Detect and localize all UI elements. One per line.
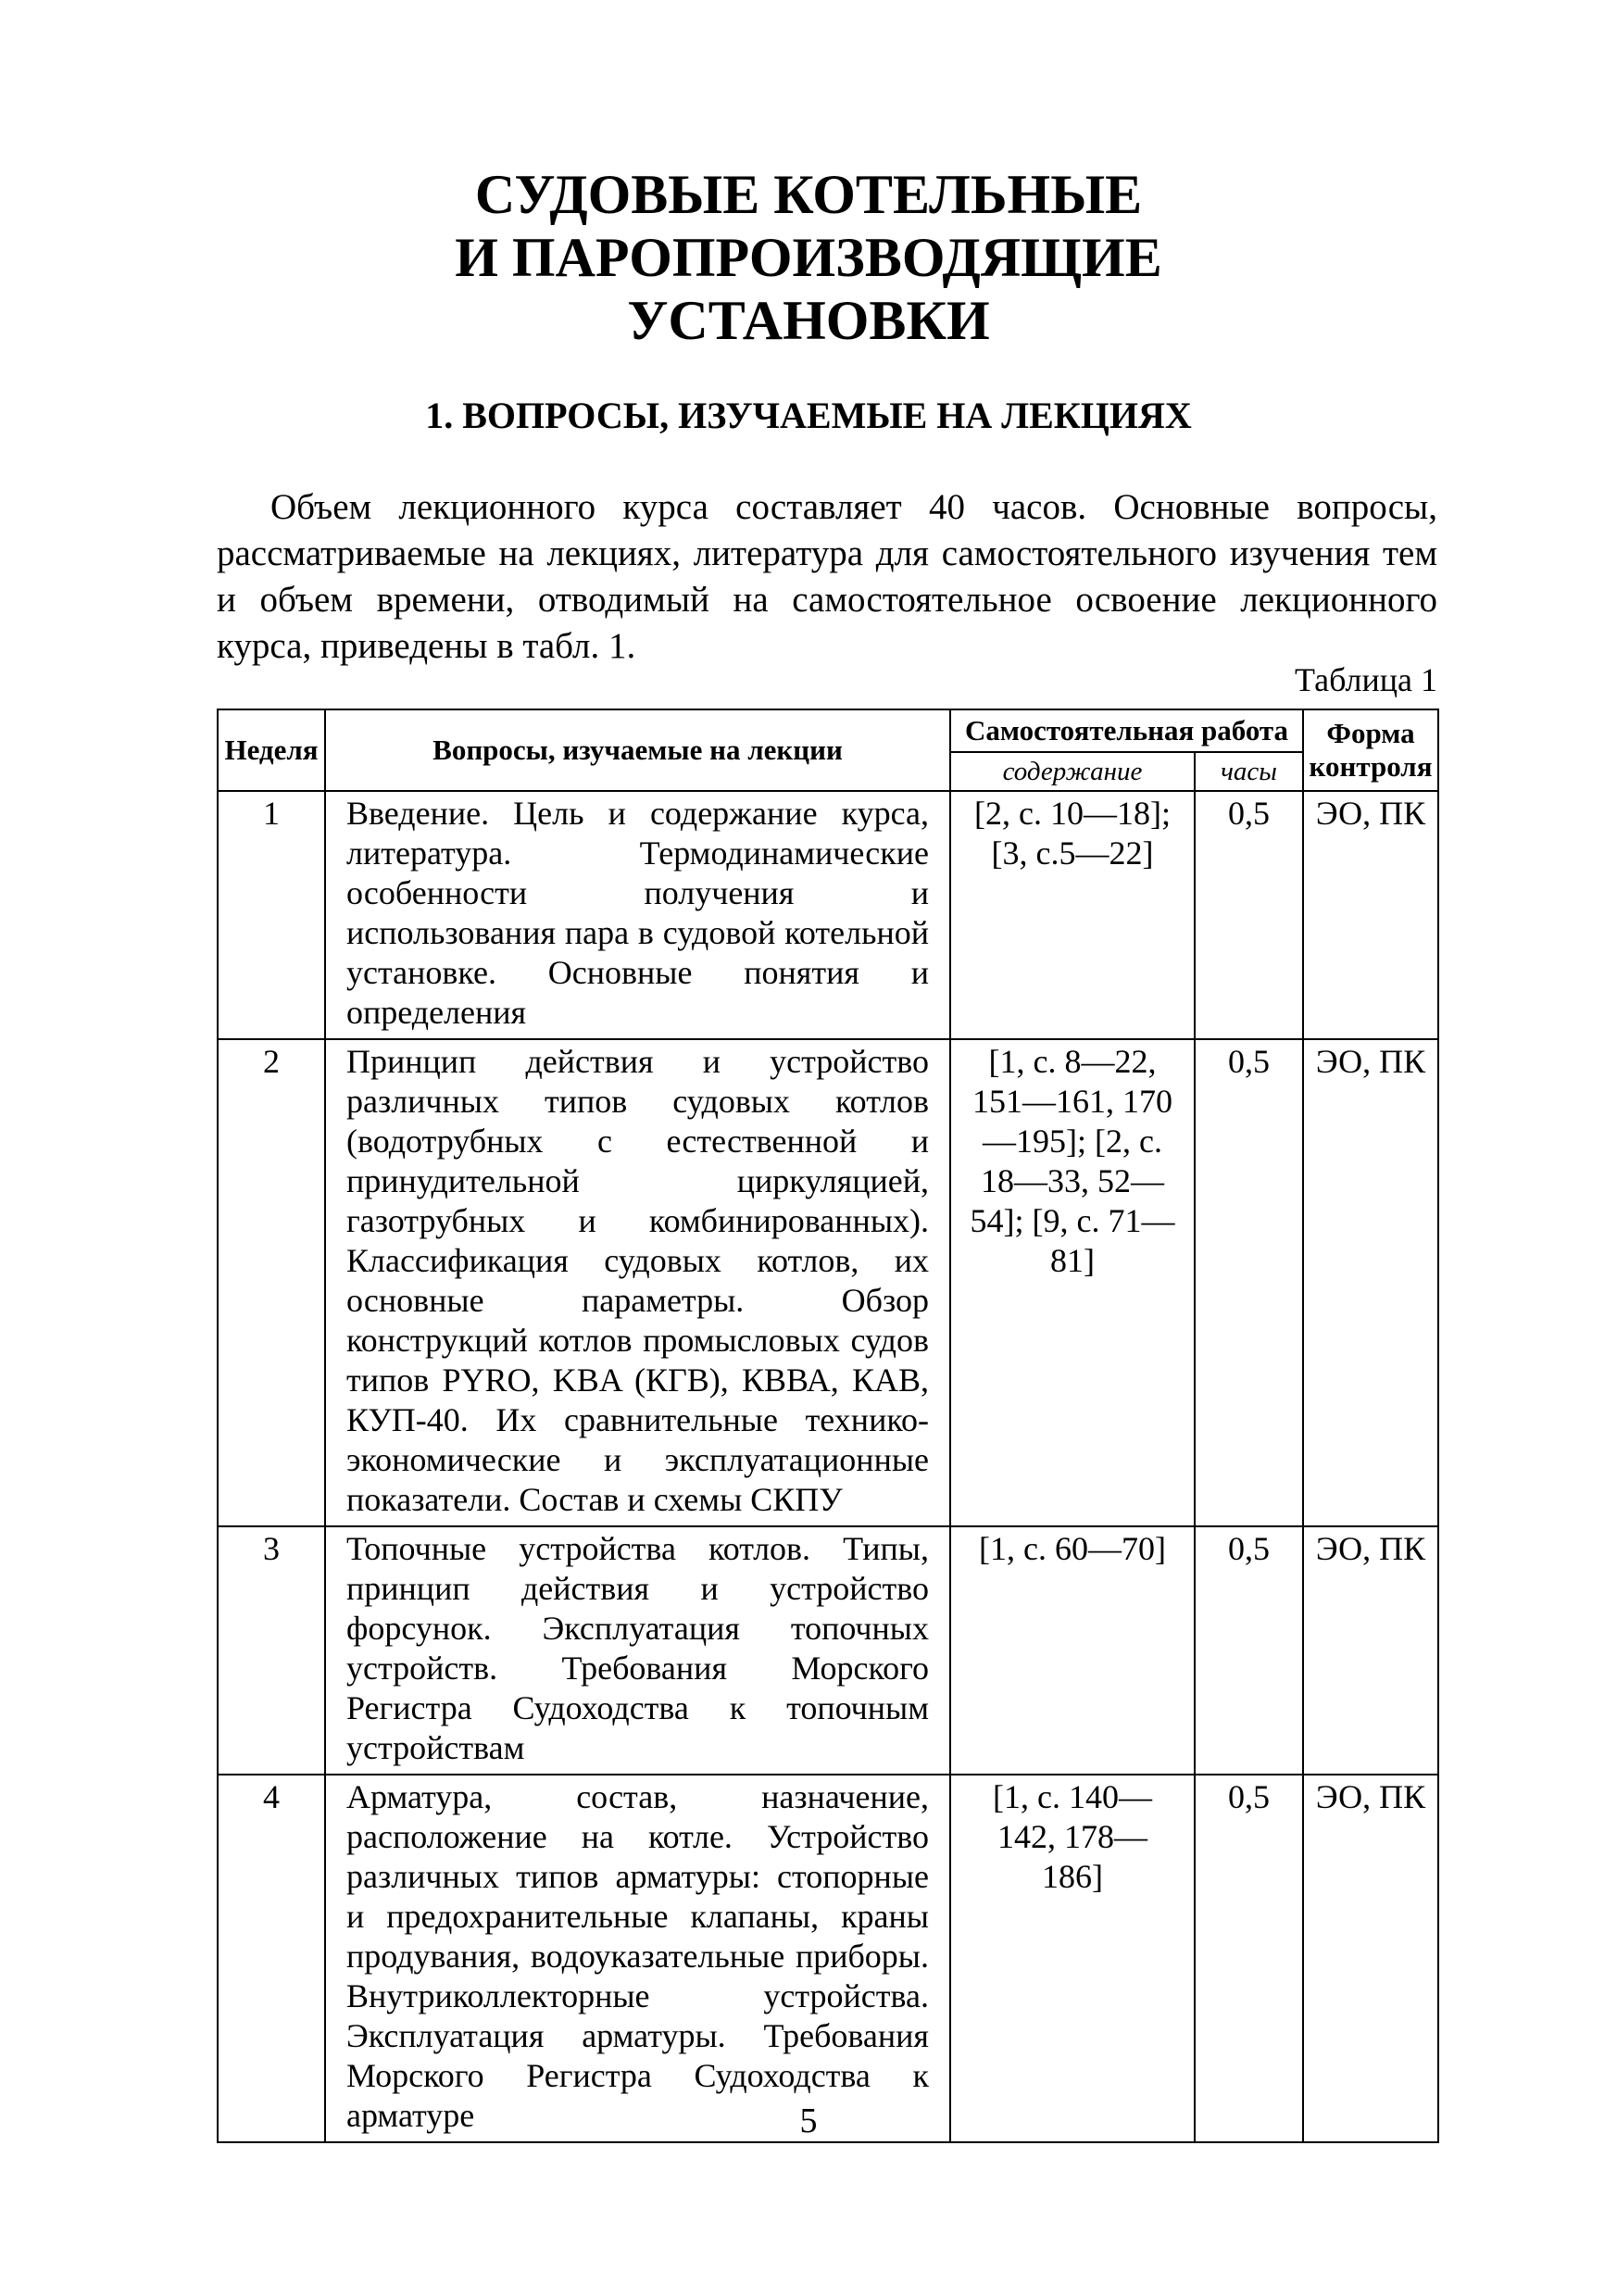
topic-cell: Принцип действия и устройство различных типов судовых котлов (водотрубных с естественной и принудительной циркуляцией, газотрубных и комбинированных). Классификация судовых котлов, их основные параметры. Обзор конструкций котлов промысловых судов типов PYRO, KBA (КГВ), КВВА, КАВ, КУП-40. Их сравнительные технико-экономические и эксплуатационные показатели. Состав и схемы СКПУ	[325, 1039, 950, 1526]
refs-cell: [1, с. 8—22, 151—161, 170—195]; [2, с. 18—33, 52—54]; [9, с. 71—81]	[950, 1039, 1195, 1526]
header-self-work: Самостоятельная работа	[950, 709, 1303, 752]
control-cell: ЭО, ПК	[1303, 1775, 1438, 2142]
lectures-table	[217, 709, 1439, 2143]
header-questions: Вопросы, изучаемые на лекции	[325, 709, 950, 791]
refs-cell: [1, с. 140—142, 178—186]	[950, 1775, 1195, 2142]
table-row	[218, 1039, 1438, 1526]
hours-cell: 0,5	[1195, 1039, 1303, 1526]
topic-cell: Арматура, состав, назначение, расположение на котле. Устройство различных типов арматуры: стопорные и предохранительные клапаны, краны продувания, водоуказательные приборы. Внутриколлекторные устройства. Эксплуатация арматуры. Требования Морского Регистра Судоходства к арматуре	[325, 1775, 950, 2142]
refs-cell: [2, с. 10—18]; [3, с.5—22]	[950, 791, 1195, 1039]
refs-cell: [1, с. 60—70]	[950, 1526, 1195, 1775]
control-cell: ЭО, ПК	[1303, 1526, 1438, 1775]
title-line-1: СУДОВЫЕ КОТЕЛЬНЫЕ	[474, 164, 1143, 225]
week-cell: 1	[218, 791, 325, 1039]
topic-cell: Топочные устройства котлов. Типы, принцип действия и устройство форсунок. Эксплуатация топочных устройств. Требования Морского Регистра Судоходства к топочным устройствам	[325, 1526, 950, 1775]
title-line-3: УСТАНОВКИ	[627, 290, 990, 351]
page-number: 5	[799, 2102, 818, 2140]
hours-cell: 0,5	[1195, 1526, 1303, 1775]
week-cell: 2	[218, 1039, 325, 1526]
hours-cell: 0,5	[1195, 791, 1303, 1039]
header-hours: часы	[1195, 752, 1303, 791]
header-control: Форма контроля	[1303, 709, 1438, 791]
header-content: содержание	[950, 752, 1195, 791]
section-title: 1. ВОПРОСЫ, ИЗУЧАЕМЫЕ НА ЛЕКЦИЯХ	[425, 395, 1192, 436]
document-title	[0, 163, 1617, 352]
hours-cell: 0,5	[1195, 1775, 1303, 2142]
control-cell: ЭО, ПК	[1303, 1039, 1438, 1526]
table-row	[218, 1526, 1438, 1775]
table-header-row	[218, 709, 1438, 752]
title-line-2: И ПАРОПРОИЗВОДЯЩИЕ	[455, 227, 1162, 288]
table-row	[218, 1775, 1438, 2142]
week-cell: 3	[218, 1526, 325, 1775]
header-week: Неделя	[218, 709, 325, 791]
control-cell: ЭО, ПК	[1303, 791, 1438, 1039]
week-cell: 4	[218, 1775, 325, 2142]
topic-cell: Введение. Цель и содержание курса, литература. Термодинамические особенности получения и использования пара в судовой котельной установке. Основные понятия и определения	[325, 791, 950, 1039]
table-row	[218, 791, 1438, 1039]
intro-paragraph: Объем лекционного курса составляет 40 часов. Основные вопросы, рассматриваемые на лекциях, литература для самостоятельного изучения тем и объем времени, отводимый на самостоятельное освоение лекционного курса, приведены в табл. 1.	[217, 487, 1437, 666]
table-caption: Таблица 1	[1295, 661, 1437, 698]
